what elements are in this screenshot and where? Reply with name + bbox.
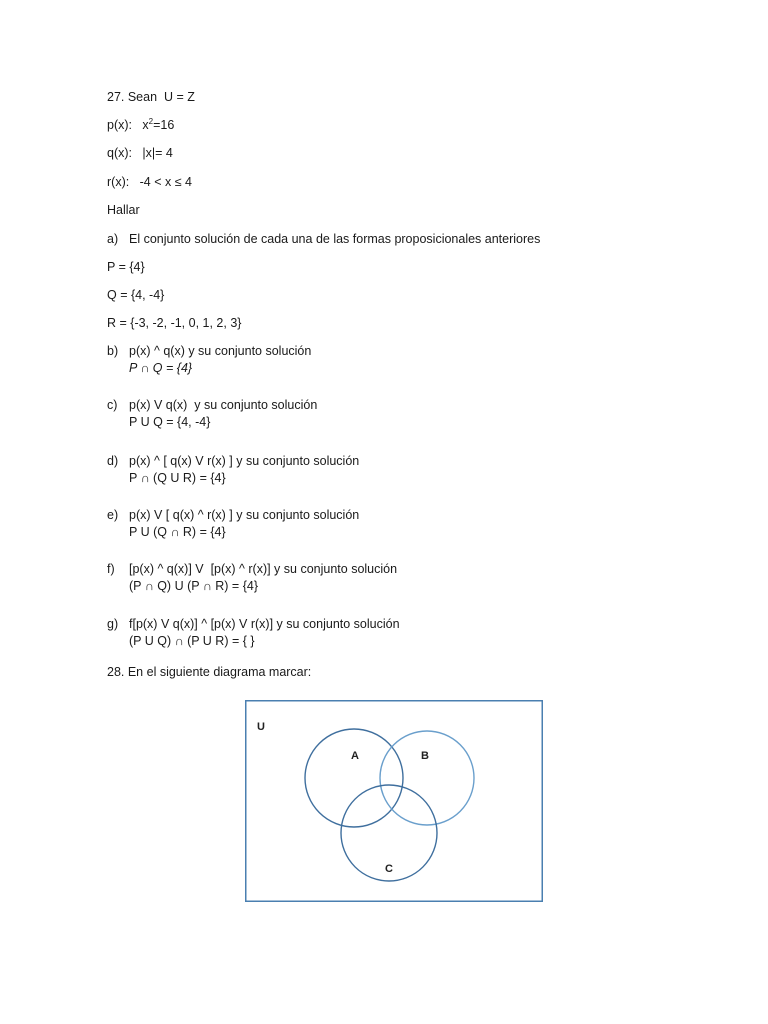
item-label: f) <box>107 562 115 576</box>
set-a-circle <box>305 729 403 827</box>
problem-27-heading: 27. Sean U = Z <box>107 90 195 104</box>
item-answer: P U (Q ∩ R) = {4} <box>129 525 226 539</box>
item-answer: P ∩ (Q U R) = {4} <box>129 471 226 485</box>
r-solution-set: R = {-3, -2, -1, 0, 1, 2, 3} <box>107 316 242 330</box>
problem-28-heading: 28. En el siguiente diagrama marcar: <box>107 665 312 679</box>
set-b-circle <box>380 731 474 825</box>
hallar-label: Hallar <box>107 203 140 217</box>
item-text: p(x) ^ q(x) y su conjunto solución <box>129 344 312 358</box>
item-a-text: El conjunto solución de cada una de las formas proposicionales anteriores <box>129 232 541 246</box>
universe-rectangle <box>246 701 543 902</box>
p-definition <box>107 118 174 133</box>
item-text: f[p(x) V q(x)] ^ [p(x) V r(x)] y su conjunto solución <box>129 617 400 631</box>
set-a-label: A <box>351 750 359 762</box>
item-text: p(x) V q(x) y su conjunto solución <box>129 398 318 412</box>
item-text: p(x) ^ [ q(x) V r(x) ] y su conjunto solución <box>129 454 360 468</box>
r-definition: r(x): -4 < x ≤ 4 <box>107 175 192 189</box>
p-solution-set: P = {4} <box>107 260 145 274</box>
set-c-label: C <box>385 863 393 875</box>
q-solution-set: Q = {4, -4} <box>107 288 165 302</box>
venn-diagram-svg <box>245 700 543 902</box>
item-answer: (P ∩ Q) U (P ∩ R) = {4} <box>129 579 259 593</box>
set-b-label: B <box>421 750 429 762</box>
universe-label: U <box>257 721 265 733</box>
item-label: g) <box>107 617 119 631</box>
p-definition-exponent: 2 <box>148 116 154 126</box>
p-definition-prefix: p(x): x <box>107 118 149 132</box>
q-definition: q(x): |x|= 4 <box>107 146 173 160</box>
item-text: [p(x) ^ q(x)] V [p(x) ^ r(x)] y su conjunto solución <box>129 562 398 576</box>
item-answer: P ∩ Q = {4} <box>129 361 193 375</box>
item-a-label: a) <box>107 232 119 246</box>
item-answer: P U Q = {4, -4} <box>129 415 211 429</box>
item-label: d) <box>107 454 119 468</box>
item-answer: (P U Q) ∩ (P U R) = { } <box>129 634 255 648</box>
item-text: p(x) V [ q(x) ^ r(x) ] y su conjunto solución <box>129 508 360 522</box>
item-label: c) <box>107 398 118 412</box>
venn-diagram <box>245 700 543 902</box>
item-label: b) <box>107 344 119 358</box>
item-label: e) <box>107 508 119 522</box>
p-definition-suffix: =16 <box>153 118 175 132</box>
